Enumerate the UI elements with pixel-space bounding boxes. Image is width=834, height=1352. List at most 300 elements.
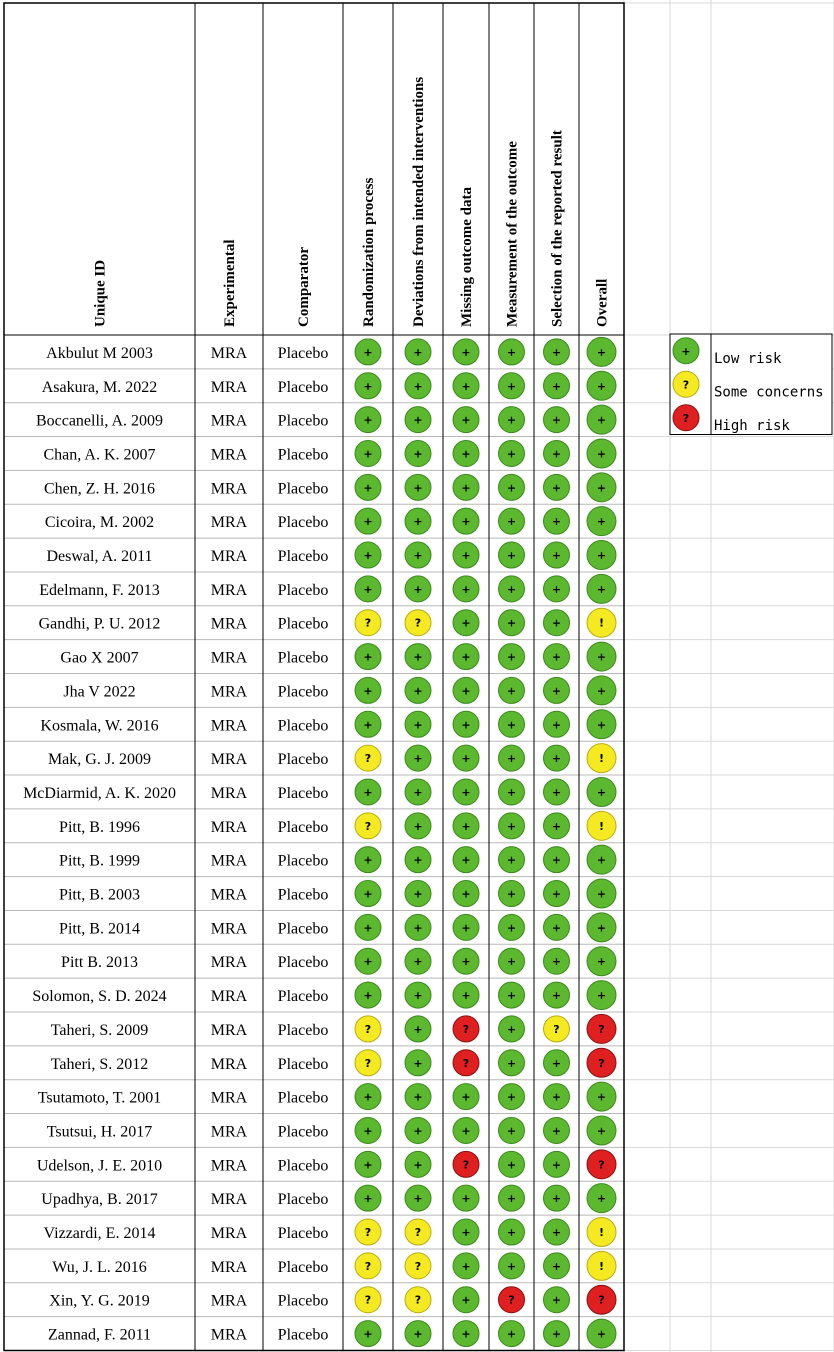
domain-low-mark	[453, 373, 479, 399]
domain-some-mark	[355, 1219, 381, 1245]
domain-low-mark-symbol: +	[551, 1090, 562, 1104]
table-row	[60, 642, 616, 671]
domain-some-mark-symbol: ?	[364, 1293, 372, 1307]
domain-low-mark	[499, 508, 525, 534]
domain-low-mark-symbol: +	[461, 752, 471, 766]
overall-low-mark-symbol: +	[596, 549, 607, 563]
domain-low-mark-symbol: +	[506, 853, 517, 867]
domain-low-mark-symbol: +	[551, 785, 562, 799]
domain-low-mark-symbol: +	[506, 650, 517, 664]
domain-low-mark	[544, 610, 570, 636]
cell-experimental: MRA	[210, 514, 248, 532]
domain-low-mark-symbol: +	[551, 1259, 562, 1273]
overall-low-mark	[587, 574, 616, 603]
overall-overall_some-mark-symbol: !	[598, 752, 605, 766]
overall-low-mark	[587, 1184, 616, 1213]
domain-low-mark	[453, 407, 479, 433]
overall-high-mark	[587, 1285, 616, 1314]
domain-low-mark-symbol: +	[363, 515, 373, 529]
domain-low-mark-symbol: +	[506, 1158, 517, 1172]
domain-low-mark	[453, 1185, 479, 1211]
domain-low-mark-symbol: +	[506, 718, 517, 732]
domain-low-mark	[499, 914, 525, 940]
domain-low-mark-symbol: +	[413, 549, 423, 563]
overall-low-mark	[587, 405, 616, 434]
domain-low-mark-symbol: +	[551, 989, 562, 1003]
domain-low-mark-symbol: +	[413, 413, 423, 427]
domain-low-mark-symbol: +	[551, 616, 562, 630]
domain-low-mark	[405, 1084, 431, 1110]
domain-low-mark-symbol: +	[551, 549, 562, 563]
table-row	[52, 1251, 616, 1280]
cell-comparator: Placebo	[277, 649, 329, 667]
domain-low-mark	[355, 1185, 381, 1211]
cell-experimental: MRA	[210, 1292, 248, 1310]
cell-comparator: Placebo	[277, 818, 329, 836]
domain-low-mark	[355, 407, 381, 433]
domain-low-mark	[544, 948, 570, 974]
overall-low-mark	[587, 676, 616, 705]
cell-unique-id: Zannad, F. 2011	[48, 1326, 151, 1344]
domain-high-mark-symbol: ?	[462, 1056, 470, 1070]
domain-low-mark-symbol: +	[413, 785, 423, 799]
overall-low-mark	[587, 1116, 616, 1145]
domain-high-mark-symbol: ?	[462, 1158, 470, 1172]
domain-some-mark	[355, 1253, 381, 1279]
cell-comparator: Placebo	[277, 988, 329, 1006]
domain-low-mark-symbol: +	[506, 413, 517, 427]
domain-low-mark	[405, 1321, 431, 1347]
domain-low-mark-symbol: +	[413, 1192, 423, 1206]
domain-low-mark	[453, 440, 479, 466]
cell-unique-id: Udelson, J. E. 2010	[36, 1157, 163, 1175]
table-row	[41, 1184, 616, 1213]
domain-low-mark	[544, 982, 570, 1008]
cell-unique-id: Xin, Y. G. 2019	[49, 1292, 150, 1310]
table-row	[44, 473, 616, 502]
cell-unique-id: Pitt, B. 1999	[59, 852, 140, 870]
cell-unique-id: Tsutamoto, T. 2001	[37, 1089, 162, 1107]
domain-low-mark-symbol: +	[461, 785, 471, 799]
cell-comparator: Placebo	[277, 378, 329, 396]
overall-overall_some-mark	[587, 608, 616, 637]
domain-low-mark-symbol: +	[413, 1090, 423, 1104]
domain-high-mark	[453, 1151, 479, 1177]
domain-some-mark-symbol: ?	[414, 616, 422, 630]
overall-low-mark	[587, 642, 616, 671]
domain-low-mark-symbol: +	[461, 955, 471, 969]
domain-low-mark-symbol: +	[506, 1192, 517, 1206]
domain-low-mark	[499, 677, 525, 703]
domain-low-mark-symbol: +	[461, 718, 471, 732]
cell-comparator: Placebo	[277, 446, 329, 464]
cell-experimental: MRA	[210, 446, 248, 464]
domain-low-mark	[453, 339, 479, 365]
domain-low-mark-symbol: +	[506, 345, 517, 359]
overall-low-mark-symbol: +	[596, 1090, 607, 1104]
legend	[670, 334, 832, 435]
table-border	[4, 3, 624, 1351]
cell-unique-id: Cicoira, M. 2002	[44, 514, 155, 532]
overall-overall_some-mark	[587, 1218, 616, 1247]
cell-unique-id: Wu, J. L. 2016	[52, 1258, 147, 1276]
cell-experimental: MRA	[210, 784, 248, 802]
domain-low-mark-symbol: +	[551, 1124, 562, 1138]
overall-low-mark-symbol: +	[596, 1192, 607, 1206]
domain-low-mark-symbol: +	[363, 853, 373, 867]
domain-low-mark-symbol: +	[461, 1226, 471, 1240]
domain-low-mark	[355, 1321, 381, 1347]
domain-low-mark	[405, 914, 431, 940]
domain-low-mark-symbol: +	[551, 379, 562, 393]
table-row	[44, 439, 617, 468]
domain-low-mark-symbol: +	[551, 684, 562, 698]
cell-comparator: Placebo	[277, 1157, 329, 1175]
domain-low-mark-symbol: +	[551, 921, 562, 935]
domain-low-mark-symbol: +	[506, 447, 517, 461]
domain-low-mark-symbol: +	[551, 413, 562, 427]
overall-low-mark-symbol: +	[596, 345, 607, 359]
cell-unique-id: Taheri, S. 2012	[50, 1055, 149, 1073]
domain-low-mark-symbol: +	[461, 819, 471, 833]
domain-some-mark-symbol: ?	[364, 1022, 372, 1036]
table-row	[42, 371, 616, 400]
cell-experimental: MRA	[210, 717, 248, 735]
cell-experimental: MRA	[210, 344, 248, 362]
domain-low-mark	[499, 576, 525, 602]
domain-low-mark	[453, 1287, 479, 1313]
domain-some-mark-symbol: ?	[414, 1259, 422, 1273]
domain-low-mark	[499, 644, 525, 670]
domain-low-mark	[499, 610, 525, 636]
domain-low-mark	[499, 1321, 525, 1347]
table-header	[93, 77, 611, 327]
domain-low-mark	[499, 982, 525, 1008]
cell-experimental: MRA	[210, 852, 248, 870]
cell-unique-id: Asakura, M. 2022	[41, 378, 158, 396]
domain-low-mark	[405, 711, 431, 737]
domain-some-mark	[355, 610, 381, 636]
column-header-selection-of-the-reported-result: Selection of the reported result	[549, 130, 566, 327]
domain-low-mark-symbol: +	[413, 345, 423, 359]
table-row	[48, 1319, 616, 1348]
domain-low-mark	[499, 1253, 525, 1279]
domain-low-mark	[405, 1016, 431, 1042]
cell-comparator: Placebo	[277, 412, 329, 430]
domain-low-mark	[355, 339, 381, 365]
domain-low-mark	[453, 610, 479, 636]
domain-low-mark-symbol: +	[413, 853, 423, 867]
domain-low-mark-symbol: +	[413, 718, 423, 732]
domain-low-mark-symbol: +	[363, 955, 373, 969]
domain-low-mark-symbol: +	[551, 582, 562, 596]
cell-experimental: MRA	[210, 1055, 248, 1073]
domain-low-mark	[544, 677, 570, 703]
domain-low-mark-symbol: +	[413, 582, 423, 596]
cell-experimental: MRA	[210, 581, 248, 599]
domain-low-mark-symbol: +	[363, 785, 373, 799]
cell-unique-id: Tsutsui, H. 2017	[46, 1123, 153, 1141]
domain-low-mark-symbol: +	[363, 447, 373, 461]
domain-low-mark-symbol: +	[413, 921, 423, 935]
overall-low-mark	[587, 541, 616, 570]
table-row	[47, 1116, 616, 1145]
domain-some-mark-symbol: ?	[414, 1293, 422, 1307]
cell-unique-id: Gandhi, P. U. 2012	[38, 615, 161, 633]
domain-low-mark-symbol: +	[461, 413, 471, 427]
domain-low-mark	[544, 813, 570, 839]
cell-comparator: Placebo	[277, 1055, 329, 1073]
table-row	[49, 1285, 616, 1314]
domain-low-mark	[355, 508, 381, 534]
domain-low-mark	[453, 881, 479, 907]
cell-experimental: MRA	[210, 954, 248, 972]
domain-low-mark-symbol: +	[506, 1259, 517, 1273]
domain-low-mark-symbol: +	[363, 345, 373, 359]
cell-comparator: Placebo	[277, 1123, 329, 1141]
legend-symbol: +	[681, 344, 691, 358]
domain-low-mark	[544, 711, 570, 737]
column-header-experimental: Experimental	[222, 239, 238, 327]
overall-high-mark	[587, 1014, 616, 1043]
domain-some-mark	[355, 1050, 381, 1076]
cell-comparator: Placebo	[277, 1021, 329, 1039]
domain-low-mark-symbol: +	[461, 582, 471, 596]
domain-low-mark	[405, 779, 431, 805]
domain-high-mark-symbol: ?	[462, 1022, 470, 1036]
table-row	[63, 676, 616, 705]
table-row	[59, 879, 616, 908]
cell-unique-id: Mak, G. J. 2009	[47, 751, 152, 769]
domain-low-mark-symbol: +	[506, 481, 517, 495]
domain-low-mark	[499, 711, 525, 737]
domain-low-mark-symbol: +	[461, 1090, 471, 1104]
domain-low-mark	[453, 576, 479, 602]
overall-low-mark-symbol: +	[596, 447, 607, 461]
domain-low-mark	[453, 813, 479, 839]
overall-low-mark	[587, 981, 616, 1010]
domain-low-mark-symbol: +	[363, 887, 373, 901]
cell-comparator: Placebo	[277, 1191, 329, 1209]
cell-experimental: MRA	[210, 920, 248, 938]
cell-unique-id: Jha V 2022	[63, 683, 136, 701]
overall-high-mark-symbol: ?	[598, 1293, 605, 1307]
cell-unique-id: Chan, A. K. 2007	[43, 446, 156, 464]
domain-low-mark	[499, 1016, 525, 1042]
domain-low-mark	[355, 1151, 381, 1177]
domain-low-mark	[544, 1117, 570, 1143]
table-row	[40, 710, 616, 739]
domain-low-mark	[355, 1117, 381, 1143]
table-row	[46, 337, 616, 366]
table-row	[23, 777, 616, 806]
domain-high-mark	[453, 1050, 479, 1076]
domain-low-mark-symbol: +	[506, 582, 517, 596]
cell-comparator: Placebo	[277, 514, 329, 532]
cell-unique-id: Pitt, B. 2003	[59, 886, 140, 904]
domain-low-mark	[499, 1219, 525, 1245]
cell-comparator: Placebo	[277, 344, 329, 362]
domain-low-mark-symbol: +	[461, 650, 471, 664]
column-header-comparator: Comparator	[296, 247, 312, 327]
domain-low-mark-symbol: +	[363, 582, 373, 596]
domain-low-mark-symbol: +	[461, 853, 471, 867]
domain-low-mark-symbol: +	[551, 447, 562, 461]
domain-low-mark-symbol: +	[506, 785, 517, 799]
cell-unique-id: Deswal, A. 2011	[46, 548, 153, 566]
domain-some-mark	[405, 1253, 431, 1279]
domain-low-mark	[405, 745, 431, 771]
domain-some-mark	[405, 1287, 431, 1313]
domain-some-mark-symbol: ?	[414, 1226, 422, 1240]
cell-comparator: Placebo	[277, 920, 329, 938]
domain-some-mark	[355, 745, 381, 771]
cell-experimental: MRA	[210, 683, 248, 701]
domain-low-mark-symbol: +	[506, 616, 517, 630]
domain-low-mark	[499, 779, 525, 805]
domain-low-mark-symbol: +	[551, 515, 562, 529]
domain-low-mark-symbol: +	[413, 684, 423, 698]
domain-low-mark-symbol: +	[551, 819, 562, 833]
domain-low-mark	[544, 440, 570, 466]
domain-low-mark-symbol: +	[363, 1327, 373, 1341]
table-row	[44, 1218, 616, 1247]
overall-low-mark	[587, 337, 616, 366]
domain-low-mark	[544, 1219, 570, 1245]
domain-low-mark-symbol: +	[413, 887, 423, 901]
domain-low-mark-symbol: +	[363, 989, 373, 1003]
table-row	[36, 405, 616, 434]
table-row	[38, 1082, 616, 1111]
domain-low-mark	[405, 373, 431, 399]
domain-low-mark	[499, 745, 525, 771]
domain-low-mark	[544, 407, 570, 433]
overall-low-mark	[587, 879, 616, 908]
cell-comparator: Placebo	[277, 784, 329, 802]
domain-some-mark	[405, 1219, 431, 1245]
domain-low-mark	[499, 474, 525, 500]
cell-unique-id: Chen, Z. H. 2016	[43, 480, 156, 498]
table-row	[61, 947, 616, 976]
cell-comparator: Placebo	[277, 852, 329, 870]
domain-low-mark	[453, 1253, 479, 1279]
overall-low-mark-symbol: +	[596, 955, 607, 969]
domain-low-mark-symbol: +	[506, 1226, 517, 1240]
cell-experimental: MRA	[210, 988, 248, 1006]
domain-some-mark-symbol: ?	[364, 819, 372, 833]
domain-low-mark-symbol: +	[363, 1090, 373, 1104]
domain-some-mark-symbol: ?	[364, 752, 372, 766]
overall-low-mark	[587, 947, 616, 976]
domain-low-mark-symbol: +	[506, 887, 517, 901]
domain-low-mark	[544, 779, 570, 805]
domain-low-mark-symbol: +	[506, 1022, 517, 1036]
domain-low-mark-symbol: +	[413, 1056, 423, 1070]
domain-low-mark	[544, 1185, 570, 1211]
column-header-overall: Overall	[594, 278, 611, 327]
domain-low-mark-symbol: +	[506, 989, 517, 1003]
domain-low-mark	[355, 677, 381, 703]
domain-low-mark-symbol: +	[413, 989, 423, 1003]
domain-low-mark-symbol: +	[551, 650, 562, 664]
overall-high-mark-symbol: ?	[598, 1022, 605, 1036]
domain-low-mark	[544, 847, 570, 873]
domain-low-mark-symbol: +	[413, 447, 423, 461]
table-row	[46, 541, 616, 570]
cell-experimental: MRA	[210, 818, 248, 836]
overall-low-mark	[587, 1082, 616, 1111]
cell-unique-id: Kosmala, W. 2016	[40, 717, 159, 735]
domain-some-mark	[355, 813, 381, 839]
overall-low-mark-symbol: +	[596, 379, 607, 393]
domain-low-mark-symbol: +	[461, 921, 471, 935]
domain-low-mark	[405, 1151, 431, 1177]
cell-comparator: Placebo	[277, 886, 329, 904]
cell-experimental: MRA	[210, 886, 248, 904]
cell-unique-id: Akbulut M 2003	[46, 344, 153, 362]
domain-low-mark-symbol: +	[506, 515, 517, 529]
domain-some-mark-symbol: ?	[364, 1226, 372, 1240]
cell-comparator: Placebo	[277, 480, 329, 498]
domain-low-mark-symbol: +	[551, 1226, 562, 1240]
domain-low-mark-symbol: +	[363, 1192, 373, 1206]
domain-low-mark	[405, 508, 431, 534]
cell-experimental: MRA	[210, 1326, 248, 1344]
domain-low-mark	[544, 881, 570, 907]
domain-low-mark	[405, 339, 431, 365]
overall-low-mark-symbol: +	[596, 515, 607, 529]
domain-low-mark	[499, 1151, 525, 1177]
cell-unique-id: Edelmann, F. 2013	[39, 581, 160, 599]
domain-low-mark	[355, 847, 381, 873]
table-row	[59, 811, 616, 840]
overall-low-mark-symbol: +	[596, 785, 607, 799]
domain-low-mark	[405, 881, 431, 907]
domain-low-mark	[544, 508, 570, 534]
domain-low-mark-symbol: +	[461, 447, 471, 461]
domain-low-mark-symbol: +	[506, 1090, 517, 1104]
domain-low-mark-symbol: +	[551, 1327, 562, 1341]
column-header-measurement-of-the-outcome: Measurement of the outcome	[504, 141, 521, 327]
overall-low-mark-symbol: +	[596, 718, 607, 732]
domain-low-mark	[499, 881, 525, 907]
table-row	[45, 507, 616, 536]
domain-low-mark	[544, 373, 570, 399]
domain-low-mark-symbol: +	[461, 684, 471, 698]
cell-comparator: Placebo	[277, 1326, 329, 1344]
domain-low-mark	[405, 576, 431, 602]
domain-low-mark	[453, 1219, 479, 1245]
cell-experimental: MRA	[210, 1123, 248, 1141]
domain-some-mark	[355, 1287, 381, 1313]
overall-low-mark-symbol: +	[596, 582, 607, 596]
cell-experimental: MRA	[210, 548, 248, 566]
cell-comparator: Placebo	[277, 683, 329, 701]
domain-low-mark	[453, 982, 479, 1008]
domain-low-mark	[405, 440, 431, 466]
domain-low-mark-symbol: +	[461, 1327, 471, 1341]
cell-experimental: MRA	[210, 378, 248, 396]
domain-low-mark-symbol: +	[413, 481, 423, 495]
domain-low-mark-symbol: +	[413, 650, 423, 664]
domain-low-mark-symbol: +	[461, 1124, 471, 1138]
domain-low-mark-symbol: +	[506, 1124, 517, 1138]
domain-low-mark	[355, 711, 381, 737]
overall-low-mark	[587, 473, 616, 502]
domain-low-mark-symbol: +	[506, 1056, 517, 1070]
domain-low-mark	[453, 1117, 479, 1143]
legend-label: Some concerns	[714, 384, 824, 401]
